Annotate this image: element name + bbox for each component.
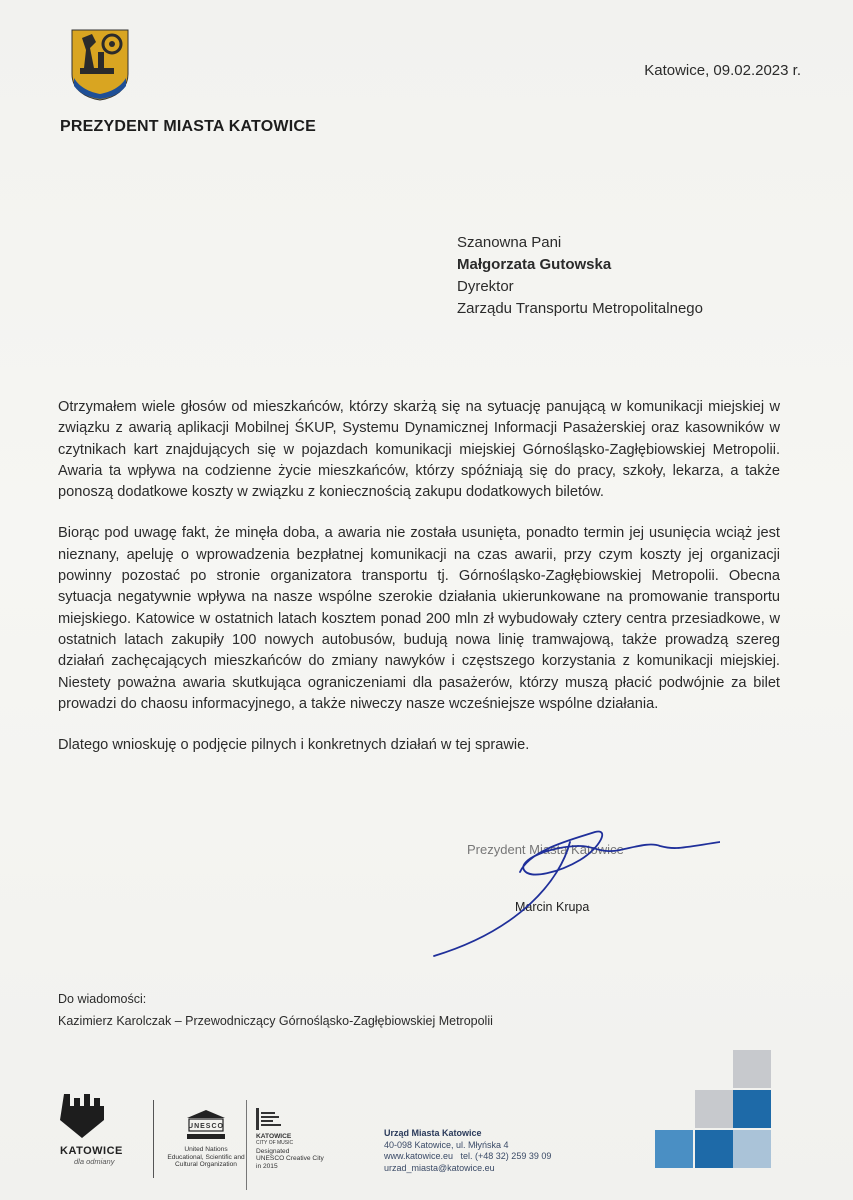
signature-name: Marcin Krupa [515,900,590,914]
issuer-heading: PREZYDENT MIASTA KATOWICE [60,118,316,135]
katowice-crest-icon [70,28,130,102]
recipient-block [457,232,703,320]
cc-entry: Kazimierz Karolczak – Przewodniczący Górnośląsko-Zagłębiowskiej Metropolii [58,1014,493,1028]
tile [695,1090,733,1128]
handwritten-signature-icon [420,820,720,980]
unesco-org-line: United Nations [184,1146,228,1154]
tile [695,1130,733,1168]
city-of-music-name: KATOWICE [256,1132,292,1140]
office-name: Urząd Miasta Katowice [384,1128,482,1138]
city-of-music-designation: in 2015 [256,1162,278,1170]
cc-block [58,988,493,1032]
office-web-phone: www.katowice.eu tel. (+48 32) 259 39 09 [384,1151,552,1161]
city-of-music-designation: UNESCO Creative City [256,1155,324,1163]
body-paragraph: Dlatego wnioskuję o podjęcie pilnych i konkretnych działań w tej sprawie. [58,737,530,754]
recipient-organization: Zarządu Transportu Metropolitalnego [457,300,703,317]
recipient-name: Małgorzata Gutowska [457,256,612,273]
katowice-logo-icon [60,1092,110,1138]
unesco-block [162,1108,250,1169]
katowice-logo-text: KATOWICE [60,1145,123,1157]
unesco-org-line: Educational, Scientific and [167,1153,245,1161]
tile [655,1130,693,1168]
office-street: 40-098 Katowice, ul. Młyńska 4 [384,1139,509,1150]
footer-divider [153,1100,154,1178]
footer-divider [246,1100,247,1190]
katowice-logo [60,1092,130,1166]
city-of-music-sub: CITY OF MUSIC [256,1140,294,1147]
letter-body [58,397,780,776]
recipient-salutation: Szanowna Pani [457,234,562,251]
signature-title: Prezydent Miasta Katowice [467,842,624,857]
unesco-wordmark: UNESCO [188,1122,224,1130]
office-email: urzad_miasta@katowice.eu [384,1162,495,1173]
body-paragraph: Otrzymałem wiele głosów od mieszkańców, którzy skarżą się na sytuację panującą w komunikacji miejskiej w związku z awarią aplikacji Mobilnej ŚKUP, Systemu Dynamicznej Informacji Pasażerskiej oraz kasowników w czytnikach kart znajdujących się w pojazdach komunikacji miejskiej Górnośląsko-Zagłębiowskiej Metropolii. Awaria ta wpływa na codzienne życie mieszkańców, którzy spóźniają się do pracy, szkoły, lekarza, a także ponoszą dodatkowe koszty w związku z koniecznością zakupu dodatkowych biletów. [58,399,780,501]
city-of-music-block [256,1108,346,1171]
tile [733,1090,771,1128]
office-address [384,1128,551,1174]
body-paragraph: Biorąc pod uwagę fakt, że minęła doba, a awaria nie została usunięta, ponadto termin jej usunięcia wciąż jest nieznany, apeluję o wprowadzenia bezpłatnej komunikacji na czas awarii, przy czym koszty jej organizacji powinny pozostać po stronie organizatora transportu tj. Górnośląsko-Zagłębiowskiej Metropolii. Obecna sytuacja negatywnie wpływa na nasze wspólne szerokie działania ukierunkowane na promowanie transportu miejskiego. Katowice w ostatnich latach kosztem ponad 200 mln zł wybudowały cztery centra przesiadkowe, w ostatnich latach zakupiły 100 nowych autobusów, budują nowa linię tramwajową, także prowadzą szereg działań zachęcających mieszkańców do zmiany nawyków i częstszego korzystania z komunikacji miejskiej. Niestety poważna awaria skutkująca ograniczeniami dla pasażerów, którzy muszą płacić podwójnie za bilet prowadzi do chaosu informacyjnego, a także niweczy nasze wcześniejsze wspólne działania. [58,525,780,712]
city-of-music-icon [256,1108,286,1130]
city-of-music-designation: Designated [256,1147,290,1155]
cc-label: Do wiadomości: [58,992,147,1006]
unesco-org-line: Cultural Organization [175,1161,237,1169]
tile [733,1050,771,1088]
letter-date: Katowice, 09.02.2023 r. [644,62,801,79]
tile [733,1130,771,1168]
katowice-logo-tagline: dla odmiany [74,1157,115,1166]
recipient-position: Dyrektor [457,278,514,295]
